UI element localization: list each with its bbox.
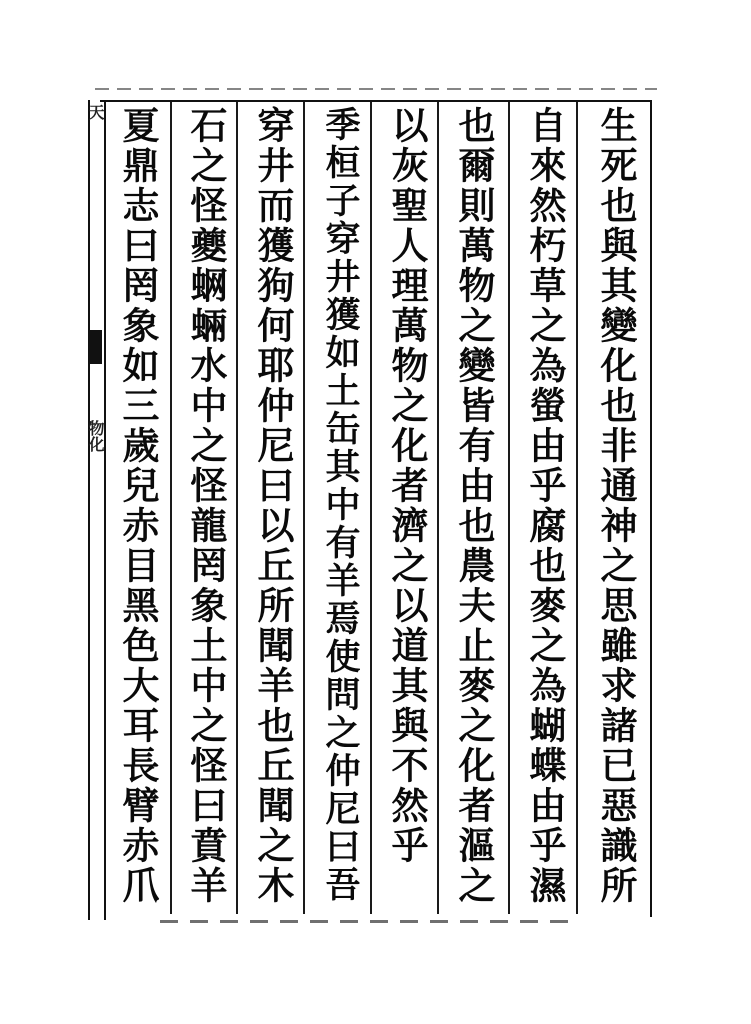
- fold-fishtail-mark: [90, 330, 102, 364]
- column-text: 夏鼎志曰罔象如三歲兒赤目黑色大耳長臂赤爪: [116, 106, 160, 906]
- column-text: 也爾則萬物之變皆有由也農夫止麥之化者漚之: [452, 106, 496, 906]
- column-text: 以灰聖人理萬物之化者濟之以道其與不然乎: [385, 106, 429, 866]
- column-text: 穿井而獲狗何耶仲尼曰以丘所聞羊也丘聞之木: [251, 106, 295, 906]
- top-edge-rule: [95, 88, 657, 90]
- text-column-7: [175, 106, 237, 912]
- column-text: 季桓子穿井獲如土缶其中有羊焉使問之仲尼曰吾: [320, 106, 361, 904]
- text-column-8: [107, 106, 169, 912]
- text-column-1: [585, 106, 647, 912]
- text-column-2: [514, 106, 576, 912]
- text-column-3: [443, 106, 505, 912]
- text-column-4: [376, 106, 438, 912]
- column-text: 石之怪夔蛧蜽水中之怪龍罔象土中之怪曰賁羊: [184, 106, 228, 906]
- column-rule: [508, 102, 510, 914]
- column-rule: [576, 102, 578, 914]
- margin-top-char: 天: [86, 104, 105, 120]
- column-rule: [170, 102, 172, 914]
- margin-side-label: 物化: [86, 420, 105, 452]
- column-text: 生死也與其變化也非通神之思雖求諸已惡識所: [594, 106, 638, 906]
- column-text: 自來然朽草之為螢由乎腐也麥之為蝴蝶由乎濕: [523, 106, 567, 906]
- bottom-edge-rule: [160, 920, 580, 923]
- text-column-5: [309, 106, 371, 912]
- text-column-6: [242, 106, 304, 912]
- fold-margin: [88, 100, 106, 920]
